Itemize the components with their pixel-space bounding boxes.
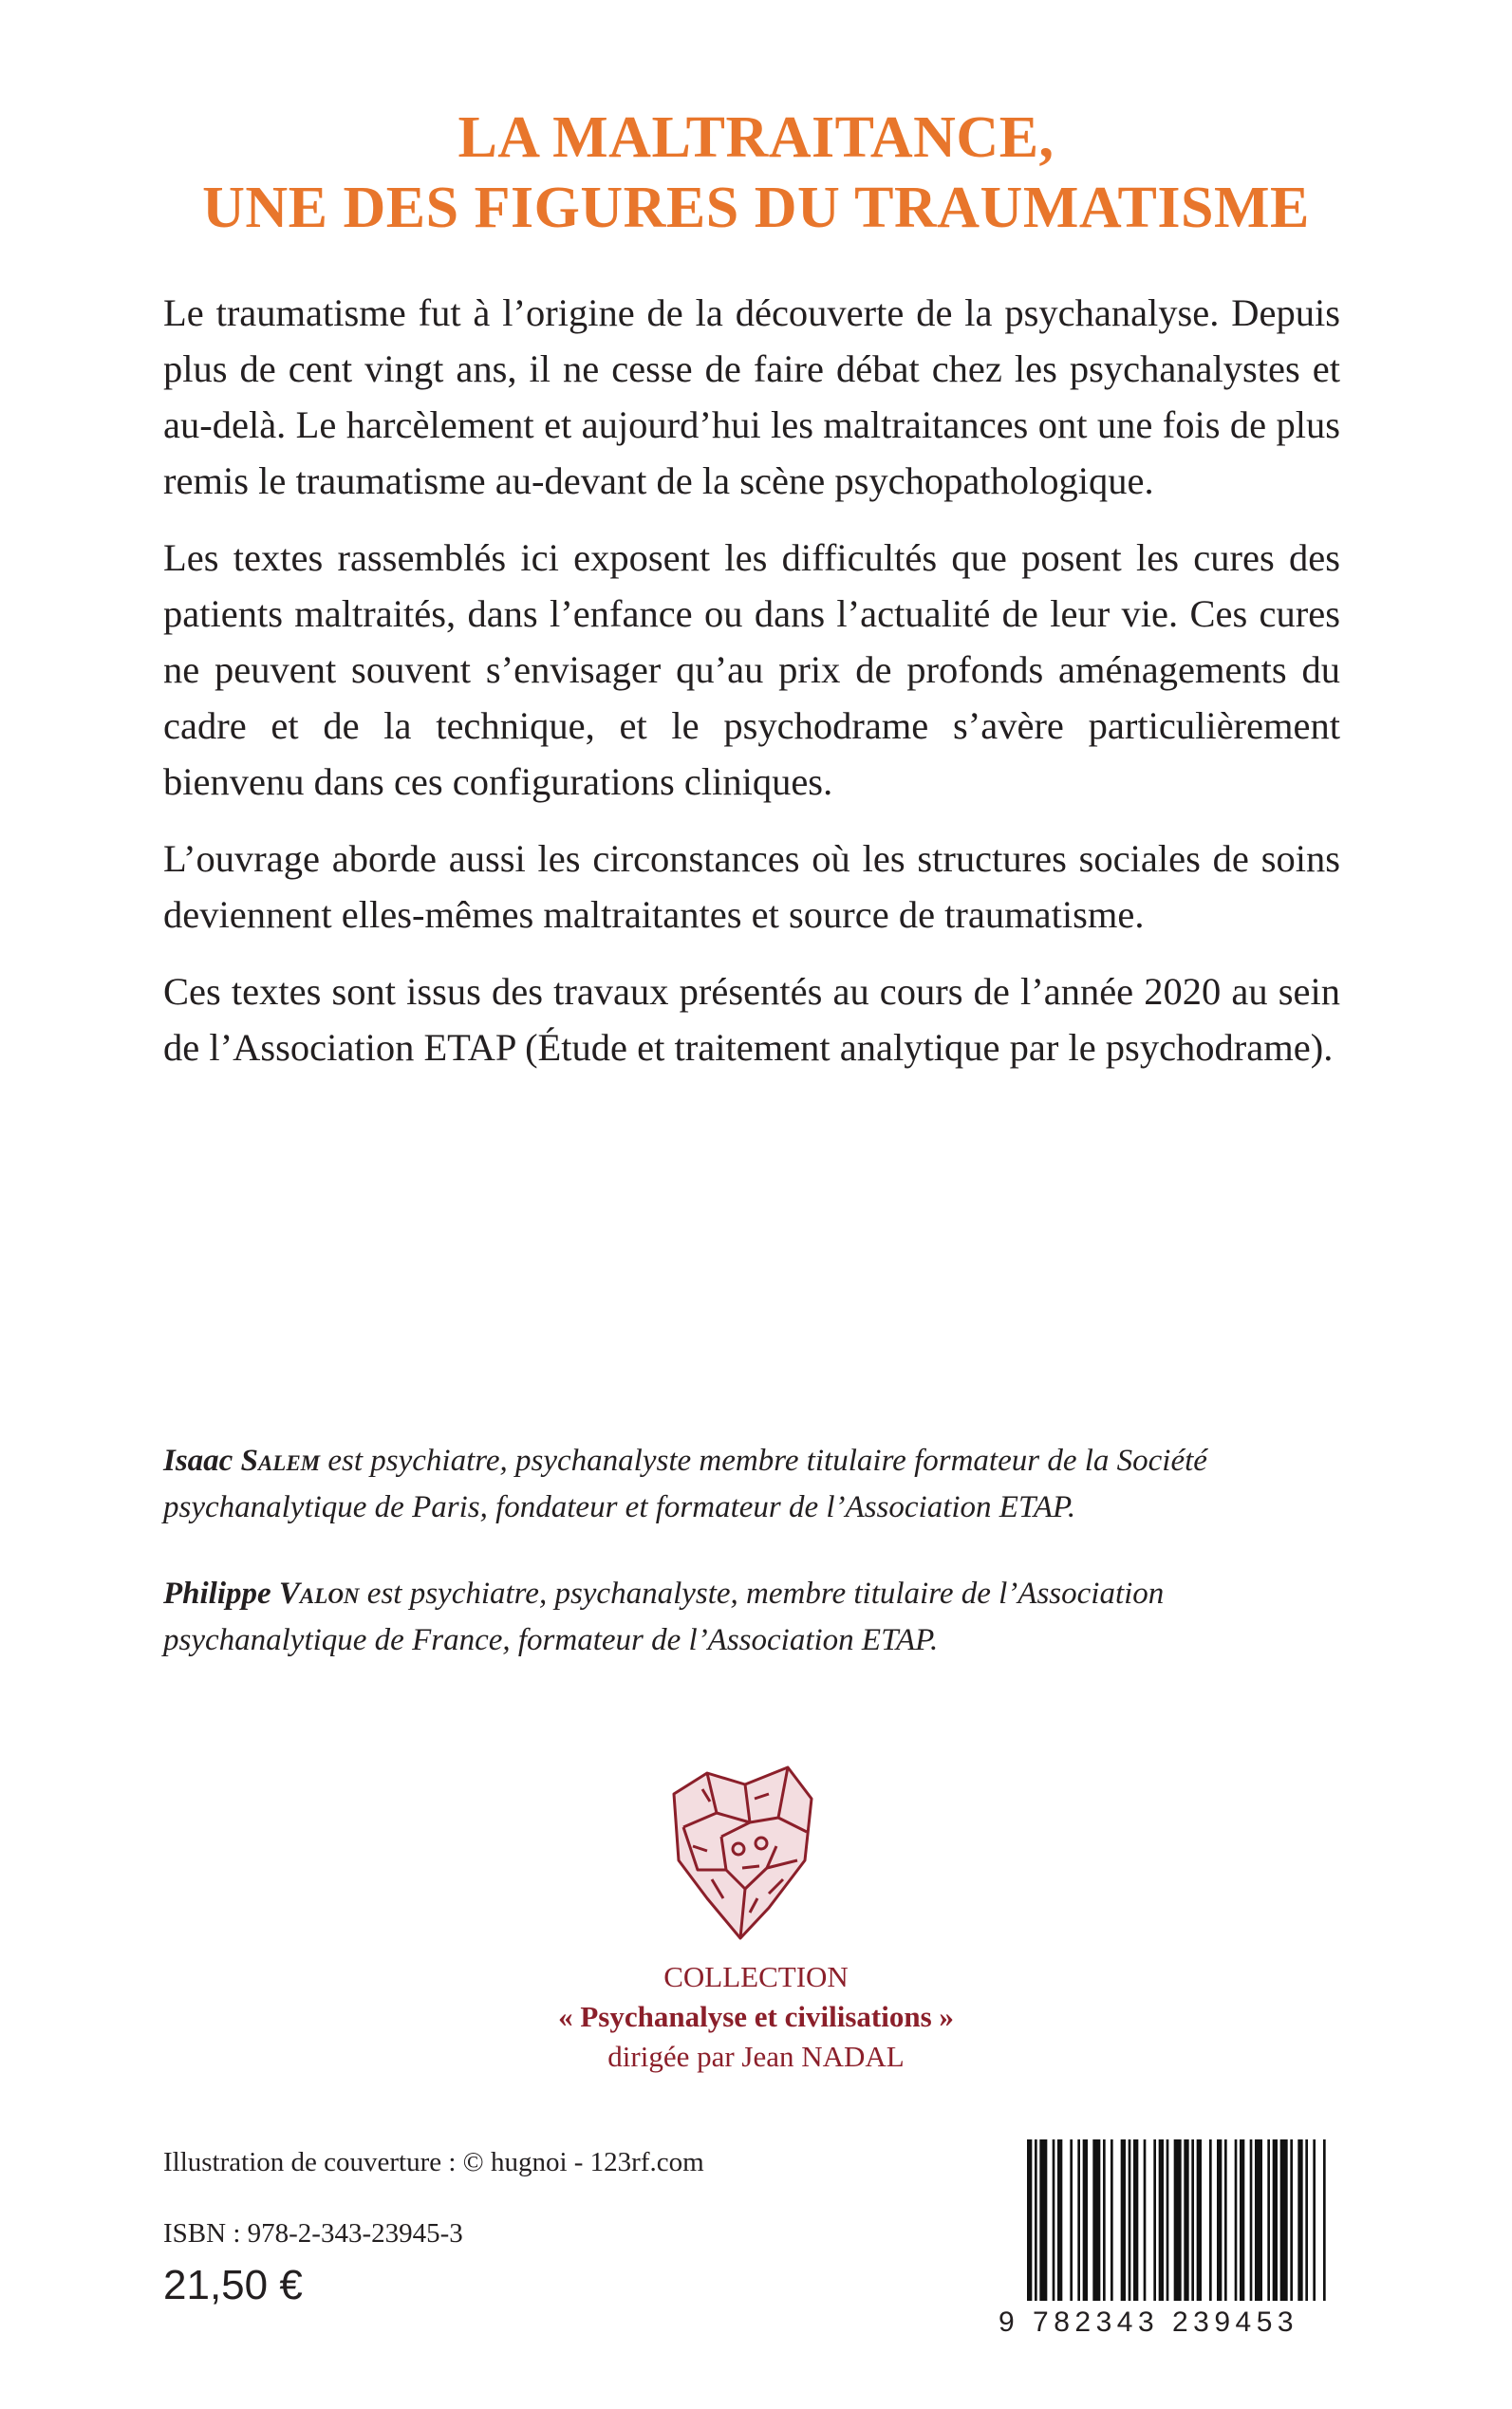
collection-label: COLLECTION (663, 1960, 849, 1993)
summary-paragraph-4: Ces textes sont issus des travaux présentés au cours de l’année 2020 au sein de l’Association ETAP (Étude et traitement analytique par le psychodrame). (163, 970, 1340, 1069)
barcode-bar (1111, 2139, 1113, 2301)
barcode-bar (1053, 2139, 1055, 2301)
barcode-bar (1280, 2139, 1288, 2301)
isbn: ISBN : 978-2-343-23945-3 (163, 2218, 463, 2249)
barcode-bar (1144, 2139, 1147, 2301)
barcode-bar (1235, 2139, 1238, 2301)
barcode-bar (1039, 2139, 1047, 2301)
barcode-bar (1273, 2139, 1278, 2301)
barcode-bar (1267, 2139, 1270, 2301)
barcode-bar (1217, 2139, 1222, 2301)
barcode-bar (1305, 2139, 1308, 2301)
barcode-bar (1103, 2139, 1106, 2301)
barcode-bar (1027, 2139, 1032, 2301)
barcode-bar (1191, 2139, 1194, 2301)
barcode-bar (1167, 2139, 1169, 2301)
author-first-name: Philippe (163, 1577, 271, 1611)
barcode-bar (1129, 2139, 1131, 2301)
cover-title (0, 103, 1512, 243)
author-bio-1 (163, 1438, 1369, 1531)
summary-paragraph-2: Les textes rassemblés ici exposent les difficultés que posent les cures des patients maltraités, dans l’enfance ou dans l’actualité de leur vie. Ces cures ne peuvent souvent s’envisager qu’au prix de profonds aménagements du cadre et de la technique, et le psychodrame s’avère particulièrement bienvenu dans ces configurations cliniques. (163, 536, 1340, 803)
barcode-bar (1184, 2139, 1188, 2301)
barcode-bar (1255, 2139, 1262, 2301)
barcode-bar (1224, 2139, 1227, 2301)
collection-director: dirigée par Jean NADAL (607, 2040, 905, 2073)
author-first-name: Isaac (163, 1444, 233, 1478)
barcode-bar (1290, 2139, 1293, 2301)
author-last-name: Salem (240, 1444, 321, 1478)
price: 21,50 € (163, 2262, 303, 2308)
barcode-bar (1174, 2139, 1182, 2301)
title-line-1: LA MALTRAITANCE, (457, 105, 1055, 170)
barcode-bar (1077, 2139, 1080, 2301)
barcode-bar (1313, 2139, 1316, 2301)
author-last-name: Valon (278, 1577, 360, 1611)
title-line-2: UNE DES FIGURES DU TRAUMATISME (202, 176, 1310, 240)
barcode-bar (1070, 2139, 1073, 2301)
barcode-bar (1092, 2139, 1100, 2301)
barcode-bar (1083, 2139, 1088, 2301)
collection-name: « Psychanalyse et civilisations » (558, 2000, 954, 2033)
author-bio-text: est psychiatre, psychanalyste membre titulaire formateur de la Société psychanalytique de Paris, fondateur et formateur de l’Association ETAP. (163, 1444, 1207, 1524)
author-bio-text: est psychiatre, psychanalyste, membre titulaire de l’Association psychanalytique de France, formateur de l’Association ETAP. (163, 1577, 1165, 1657)
author-bio-2 (163, 1571, 1369, 1664)
barcode-bar (1121, 2139, 1126, 2301)
barcode-bar (1133, 2139, 1138, 2301)
author-name-1 (163, 1444, 320, 1478)
barcode-digits: 9 782343 239453 (999, 2306, 1299, 2338)
summary-paragraph-3: L’ouvrage aborde aussi les circonstances où les structures sociales de soins deviennent elles-mêmes maltraitantes et source de traumatisme. (163, 837, 1340, 936)
barcode-bar (1197, 2139, 1202, 2301)
barcode-bar (1035, 2139, 1037, 2301)
barcode-bar (1057, 2139, 1062, 2301)
barcode-bar (1250, 2139, 1253, 2301)
barcode-bar (1240, 2139, 1244, 2301)
author-name-2 (163, 1577, 360, 1611)
summary-text (163, 285, 1340, 1096)
barcode-icon (1027, 2139, 1331, 2301)
illustration-credit: Illustration de couverture : © hugnoi - 123rf.com (163, 2147, 704, 2177)
summary-paragraph-1: Le traumatisme fut à l’origine de la découverte de la psychanalyse. Depuis plus de cent vingt ans, il ne cesse de faire débat chez les psychanalystes et au-delà. Le harcèlement et aujourd’hui les maltraitances ont une fois de plus remis le traumatisme au-devant de la scène psychopathologique. (163, 291, 1340, 502)
barcode-bar (1159, 2139, 1164, 2301)
publisher-face-logo-icon (655, 1756, 826, 1946)
barcode-bar (1297, 2139, 1302, 2301)
author-bios (163, 1438, 1369, 1704)
barcode-bar (1323, 2139, 1326, 2301)
barcode-bar (1153, 2139, 1156, 2301)
barcode-bar (1209, 2139, 1212, 2301)
